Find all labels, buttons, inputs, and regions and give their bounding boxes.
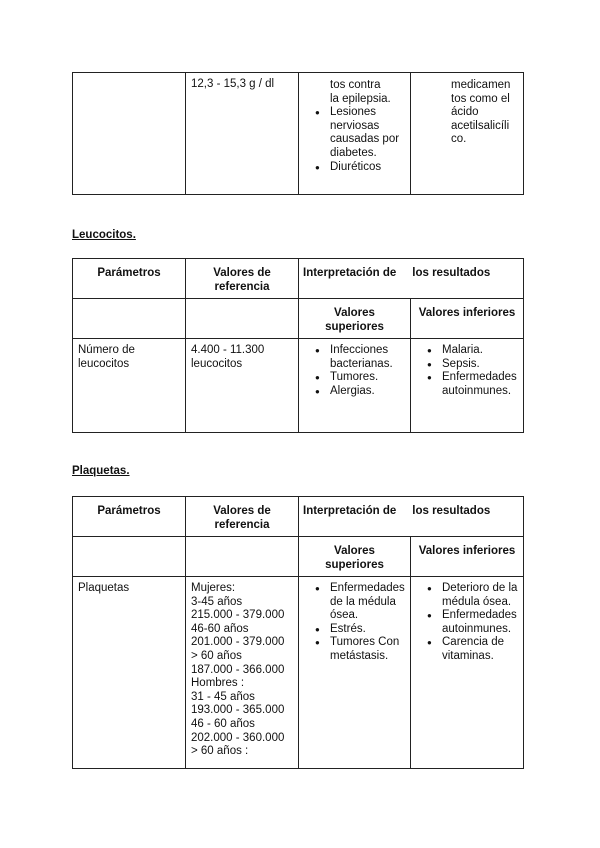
header-valores-referencia: Valores de referencia xyxy=(186,497,299,537)
cell-inferior-causes xyxy=(411,73,524,195)
reference-line: > 60 años xyxy=(191,649,242,662)
leucocitos-table xyxy=(72,258,524,433)
list-item: ● Infecciones bacterianas. xyxy=(330,344,405,371)
header-interpretacion: Interpretación de los resultados xyxy=(299,259,524,299)
cell-reference-value xyxy=(186,577,299,769)
cell-inferior-causes xyxy=(411,577,524,769)
list-item: ● Sepsis. xyxy=(442,358,518,372)
reference-line: 46 - 60 años xyxy=(191,717,255,730)
reference-line: 187.000 - 366.000 xyxy=(191,663,285,676)
section-title-leucocitos: Leucocitos. xyxy=(72,229,136,241)
list-item: ● Tumores Con metástasis. xyxy=(330,636,405,663)
reference-line: 215.000 - 379.000 xyxy=(191,609,285,622)
cell-superior-causes xyxy=(299,577,411,769)
cell-reference-value: 12,3 - 15,3 g / dl xyxy=(186,73,299,195)
reference-line: > 60 años : xyxy=(191,745,249,758)
cell-empty xyxy=(186,299,299,339)
header-valores-superiores: Valores superiores xyxy=(299,537,411,577)
header-interpretacion: Interpretación de los resultados xyxy=(299,497,524,537)
header-valores-superiores: Valores superiores xyxy=(299,299,411,339)
reference-line: Mujeres: xyxy=(191,582,236,594)
reference-line: 193.000 - 365.000 xyxy=(191,704,285,717)
continued-text: la epilepsia. xyxy=(330,92,391,105)
cell-parameter: Número de leucocitos xyxy=(73,339,186,433)
reference-line: Hombres : xyxy=(191,677,245,690)
list-item: ● Estrés. xyxy=(330,623,405,637)
list-item: ● Alergias. xyxy=(330,385,405,399)
header-parametros: Parámetros xyxy=(73,259,186,299)
continued-text: tos contra xyxy=(330,79,381,91)
reference-line: 3-45 años xyxy=(191,595,243,608)
reference-line: 31 - 45 años xyxy=(191,690,255,703)
reference-line: 201.000 - 379.000 xyxy=(191,636,285,649)
list-item: ● Tumores. xyxy=(330,371,405,385)
list-item: ● Enfermedades autoinmunes. xyxy=(442,609,518,636)
list-item: ● Deterioro de la médula ósea. xyxy=(442,582,518,609)
list-item: ● Lesiones nerviosas causadas por diabetes. xyxy=(330,106,405,160)
header-valores-referencia: Valores de referencia xyxy=(186,259,299,299)
list-item: ● Enfermedades de la médula ósea. xyxy=(330,582,405,623)
cell-superior-causes xyxy=(299,339,411,433)
reference-line: 202.000 - 360.000 xyxy=(191,731,285,744)
reference-line: 46-60 años xyxy=(191,622,249,635)
cell-empty xyxy=(73,299,186,339)
header-valores-inferiores: Valores inferiores xyxy=(411,299,524,339)
cell-superior-causes xyxy=(299,73,411,195)
cell-empty xyxy=(73,537,186,577)
header-valores-inferiores: Valores inferiores xyxy=(411,537,524,577)
plaquetas-table xyxy=(72,496,524,769)
section-title-plaquetas: Plaquetas. xyxy=(72,465,130,477)
continued-table xyxy=(72,72,524,195)
list-item: ● Carencia de vitaminas. xyxy=(442,636,518,663)
cell-parameter: Plaquetas xyxy=(73,577,186,769)
cell-reference-value: 4.400 - 11.300 leucocitos xyxy=(186,339,299,433)
list-item: ● Diuréticos xyxy=(330,161,405,175)
cell-empty xyxy=(186,537,299,577)
header-parametros: Parámetros xyxy=(73,497,186,537)
cell-inferior-causes xyxy=(411,339,524,433)
list-item: ● Malaria. xyxy=(442,344,518,358)
list-item: ● Enfermedades autoinmunes. xyxy=(442,371,518,398)
continued-text: medicamen tos como el ácido acetilsalicíli co. xyxy=(451,79,511,146)
cell-empty xyxy=(73,73,186,195)
